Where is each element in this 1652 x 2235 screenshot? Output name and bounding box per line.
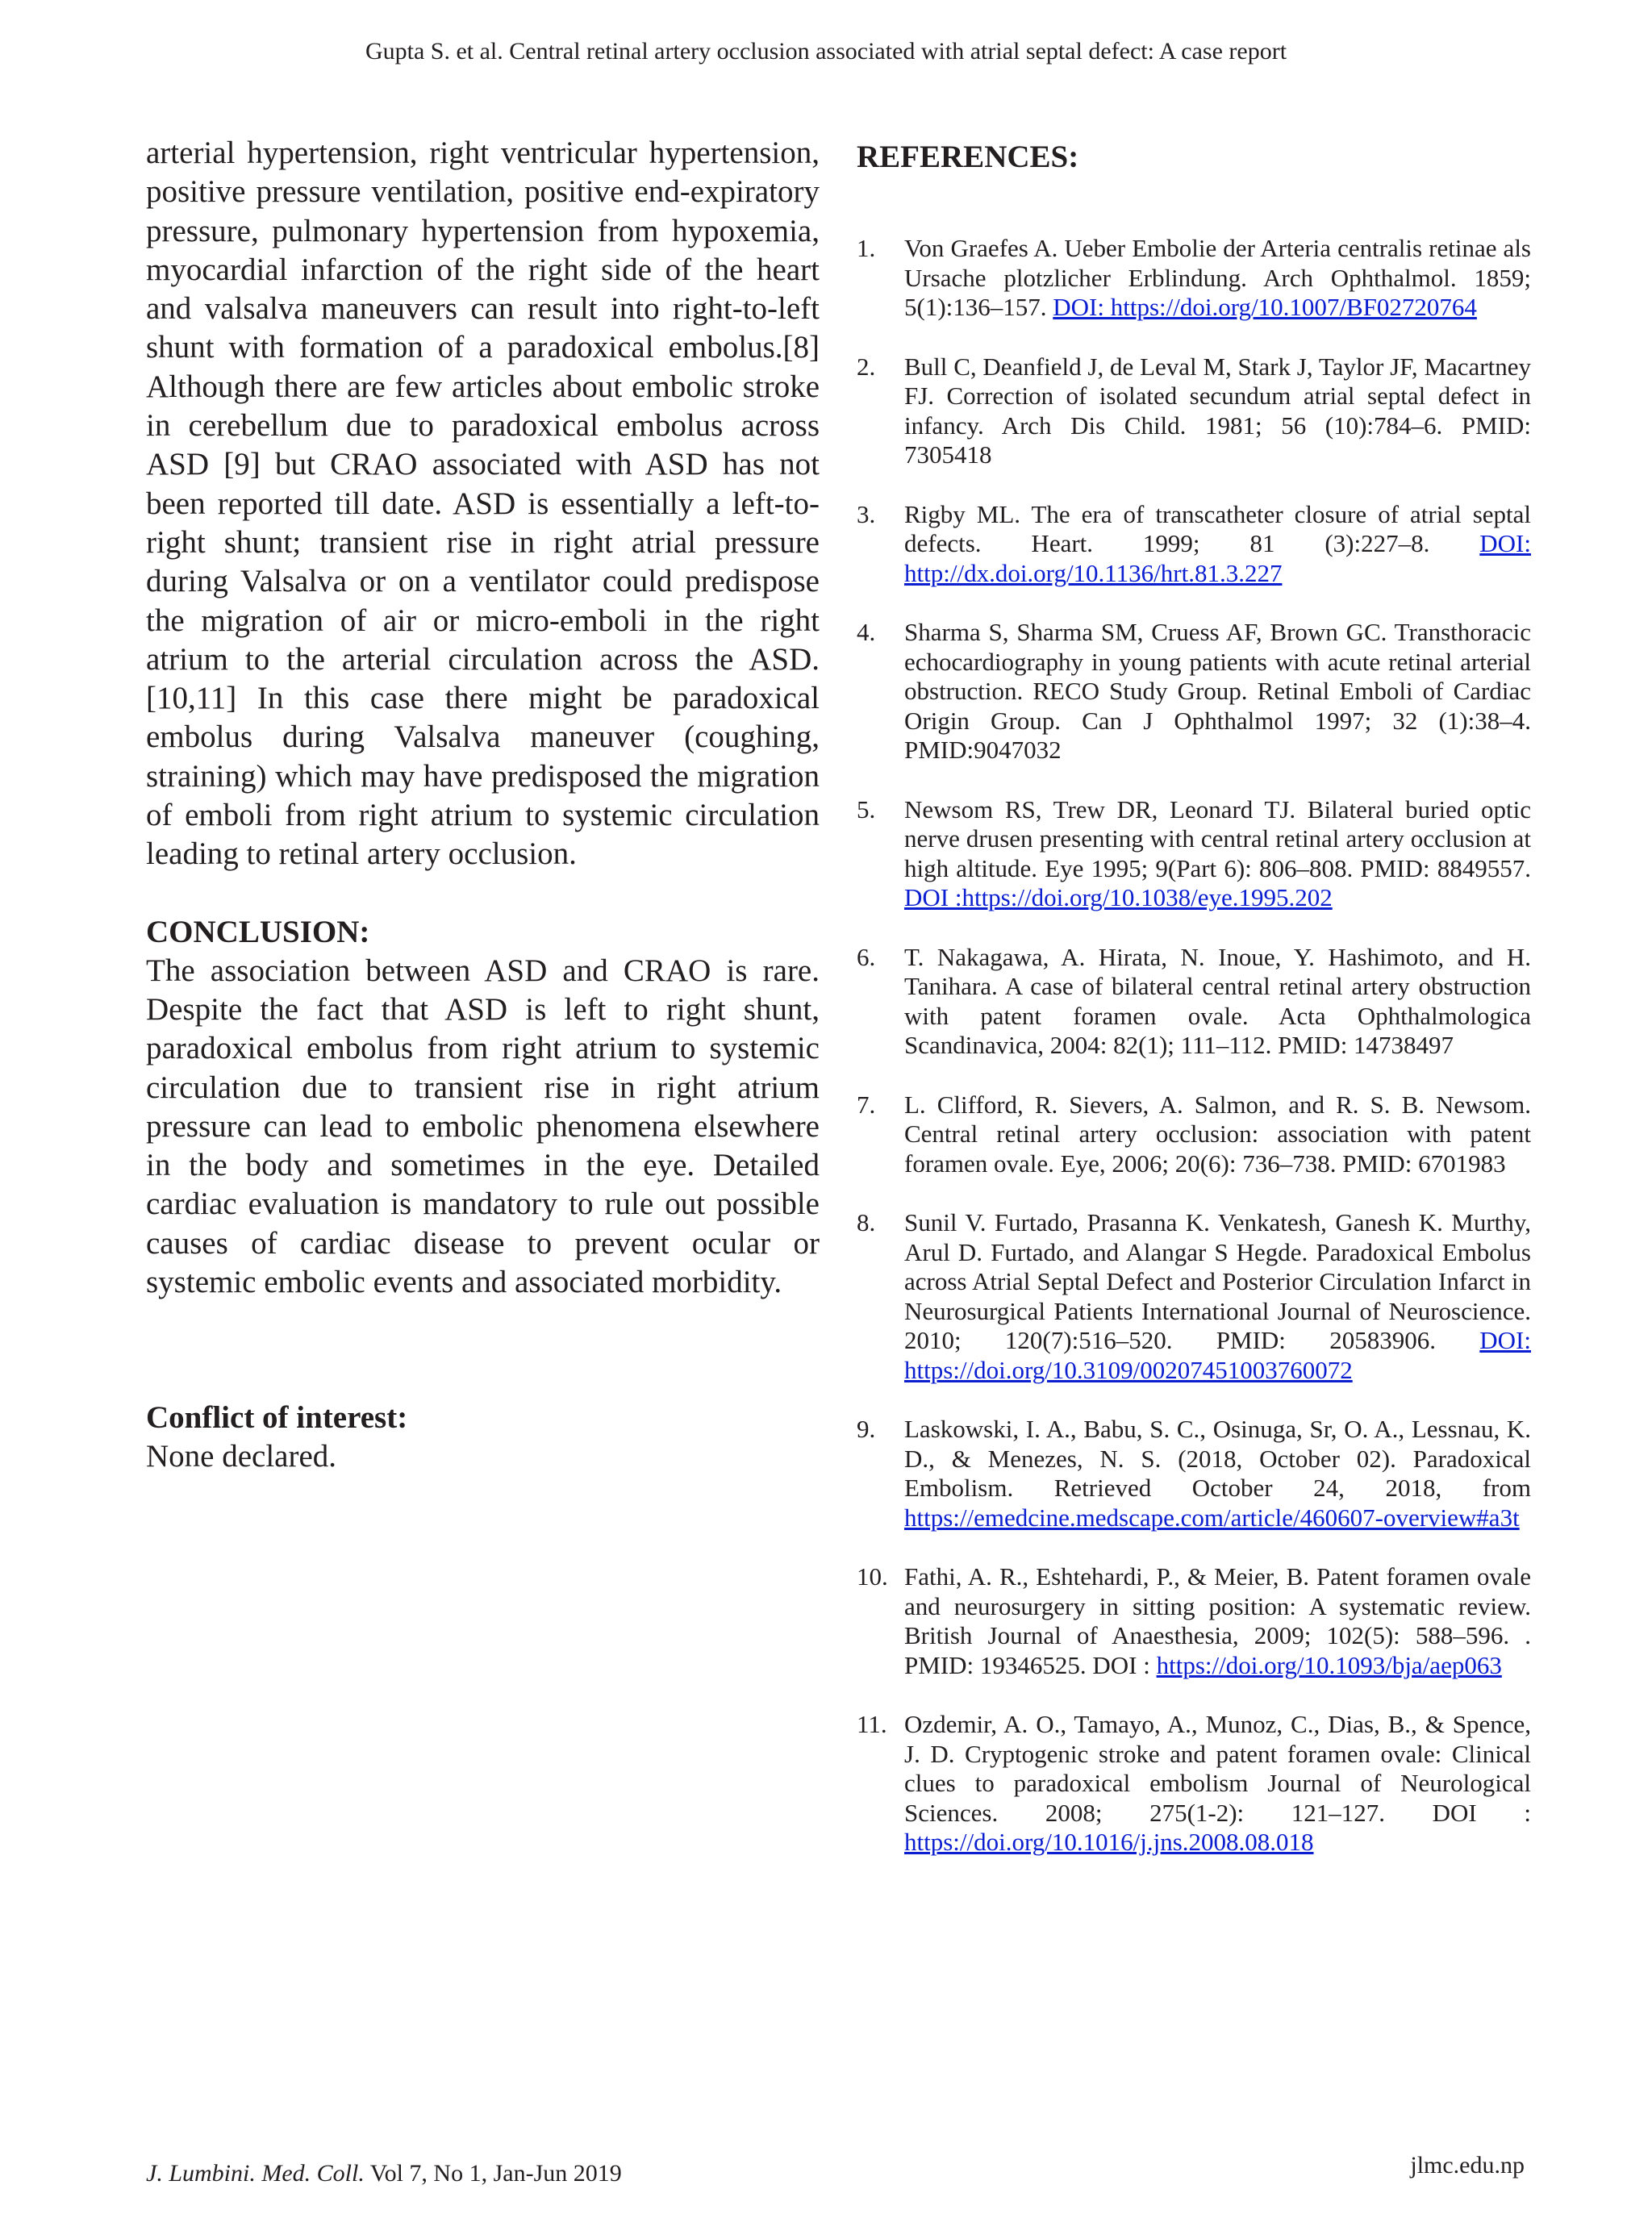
reference-item bbox=[857, 234, 1531, 323]
reference-text: T. Nakagawa, A. Hirata, N. Inoue, Y. Hashimoto, and H. Tanihara. A case of bilateral central retinal artery obstruction with patent foramen ovale. Acta Ophthalmologica Scandinavica, 2004: 82(1); 111–112. PMID: 14738497 bbox=[904, 942, 1531, 1059]
reference-item bbox=[857, 352, 1531, 470]
reference-text: Bull C, Deanfield J, de Leval M, Stark J, Taylor JF, Macartney FJ. Correction of isolated secundum atrial septal defect in infancy. Arch Dis Child. 1981; 56 (10):784–6. PMID: 7305418 bbox=[904, 352, 1531, 469]
reference-number: 10. bbox=[857, 1562, 888, 1591]
reference-item bbox=[857, 1710, 1531, 1858]
reference-doi-link[interactable]: DOI: https://doi.org/10.3109/00207451003760072 bbox=[904, 1326, 1531, 1384]
references-heading: REFERENCES: bbox=[857, 140, 1079, 174]
reference-number: 3. bbox=[857, 499, 876, 528]
reference-number: 9. bbox=[857, 1415, 876, 1443]
reference-list bbox=[857, 234, 1531, 1858]
reference-text: Laskowski, I. A., Babu, S. C., Osinuga, Sr, O. A., Lessnau, K. D., & Menezes, N. S. (2018, October 02). Paradoxical Embolism. Retrieved October 24, 2018, from bbox=[904, 1415, 1531, 1502]
reference-text: Von Graefes A. Ueber Embolie der Arteria centralis retinae als Ursache plotzlicher Erblindung. Arch Ophthalmol. 1859; 5(1):136–157. bbox=[904, 234, 1531, 321]
conflict-of-interest-heading: Conflict of interest: bbox=[146, 1400, 408, 1436]
reference-item bbox=[857, 500, 1531, 589]
reference-text: Sunil V. Furtado, Prasanna K. Venkatesh, Ganesh K. Murthy, Arul D. Furtado, and Alangar S Hegde. Paradoxical Embolus across Atrial Septal Defect and Posterior Circulation Infarct in Neurosurgical Patients International Journal of Neuroscience. 2010; 120(7):516–520. PMID: 20583906. bbox=[904, 1208, 1531, 1354]
journal-website: jlmc.edu.np bbox=[1410, 2152, 1525, 2179]
reference-doi-link[interactable]: https://doi.org/10.1093/bja/aep063 bbox=[1156, 1650, 1502, 1679]
reference-number: 4. bbox=[857, 618, 876, 646]
reference-doi-link[interactable]: DOI: https://doi.org/10.1007/BF02720764 bbox=[1053, 293, 1477, 321]
reference-number: 6. bbox=[857, 942, 876, 971]
reference-item bbox=[857, 795, 1531, 913]
conclusion-paragraph: The association between ASD and CRAO is rare. Despite the fact that ASD is left to right shunt, paradoxical embolus from right atrium to systemic circulation due to transient rise in right atrium pressure can lead to embolic phenomena elsewhere in the body and sometimes in the eye. Detailed cardiac evaluation is mandatory to rule out possible causes of cardiac disease to prevent ocular or systemic embolic events and associated morbidity. bbox=[146, 953, 820, 1300]
reference-number: 1. bbox=[857, 234, 876, 262]
conflict-of-interest-text: None declared. bbox=[146, 1439, 337, 1474]
reference-text: L. Clifford, R. Sievers, A. Salmon, and R. S. B. Newsom. Central retinal artery occlusion: association with patent foramen ovale. Eye, 2006; 20(6): 736–738. PMID: 6701983 bbox=[904, 1090, 1531, 1178]
reference-text: Newsom RS, Trew DR, Leonard TJ. Bilateral buried optic nerve drusen presenting with central retinal artery occlusion at high altitude. Eye 1995; 9(Part 6): 806–808. PMID: 8849557. bbox=[904, 794, 1531, 882]
reference-text: Ozdemir, A. O., Tamayo, A., Munoz, C., Dias, B., & Spence, J. D. Cryptogenic stroke and patent foramen ovale: Clinical clues to paradoxical embolism Journal of Neurological Sciences. 2008; 275(1-2): 121–127. DOI : bbox=[904, 1710, 1531, 1827]
references-column bbox=[857, 134, 1531, 1887]
journal-citation-footer bbox=[146, 2158, 622, 2190]
reference-number: 7. bbox=[857, 1090, 876, 1119]
reference-number: 8. bbox=[857, 1208, 876, 1236]
reference-text: Fathi, A. R., Eshtehardi, P., & Meier, B. Patent foramen ovale and neurosurgery in sitting position: A systematic review. British Journal of Anaesthesia, 2009; 102(5): 588–596. . PMID: 19346525. DOI : bbox=[904, 1562, 1531, 1679]
reference-number: 11. bbox=[857, 1710, 887, 1738]
journal-issue: Vol 7, No 1, Jan-Jun 2019 bbox=[364, 2160, 622, 2187]
reference-item bbox=[857, 1208, 1531, 1385]
reference-item bbox=[857, 1415, 1531, 1532]
reference-item bbox=[857, 1562, 1531, 1680]
reference-item bbox=[857, 618, 1531, 765]
reference-item bbox=[857, 1090, 1531, 1179]
conclusion-heading: CONCLUSION: bbox=[146, 914, 370, 949]
reference-item bbox=[857, 943, 1531, 1061]
discussion-paragraph: arterial hypertension, right ventricular hypertension, positive pressure ventilation, positive end-expiratory pressure, pulmonary hypertension from hypoxemia, myocardial infarction of the right side of the heart and valsalva maneuvers can result into right-to-left shunt with formation of a paradoxical embolus.[8] Although there are few articles about embolic stroke in cerebellum due to paradoxical embolus across ASD [9] but CRAO associated with ASD has not been reported till date. ASD is essentially a left-to-right shunt; transient rise in right atrial pressure during Valsalva or on a ventilator could predispose the migration of air or micro-emboli in the right atrium to the arterial circulation across the ASD.[10,11] In this case there might be paradoxical embolus during Valsalva maneuver (coughing, straining) which may have predisposed the migration of emboli from right atrium to systemic circulation leading to retinal artery occlusion. bbox=[146, 136, 820, 872]
body-text-column bbox=[146, 134, 820, 1477]
reference-url-link[interactable]: https://emedcine.medscape.com/article/460607-overview#a3t bbox=[904, 1503, 1520, 1532]
running-header: Gupta S. et al. Central retinal artery occlusion associated with atrial septal defect: A case report bbox=[365, 38, 1287, 65]
reference-number: 5. bbox=[857, 794, 876, 824]
journal-name: J. Lumbini. Med. Coll. bbox=[146, 2160, 365, 2187]
reference-doi-link[interactable]: https://doi.org/10.1016/j.jns.2008.08.018 bbox=[904, 1828, 1314, 1856]
reference-doi-link[interactable]: DOI: http://dx.doi.org/10.1136/hrt.81.3.227 bbox=[904, 529, 1531, 587]
reference-text: Sharma S, Sharma SM, Cruess AF, Brown GC. Transthoracic echocardiography in young patients with acute retinal arterial obstruction. RECO Study Group. Retinal Emboli of Cardiac Origin Group. Can J Ophthalmol 1997; 32 (1):38–4. PMID:9047032 bbox=[904, 618, 1531, 764]
reference-doi-link[interactable]: DOI :https://doi.org/10.1038/eye.1995.202 bbox=[904, 883, 1333, 911]
reference-text: Rigby ML. The era of transcatheter closure of atrial septal defects. Heart. 1999; 81 (3):227–8. bbox=[904, 499, 1531, 557]
reference-number: 2. bbox=[857, 352, 876, 381]
